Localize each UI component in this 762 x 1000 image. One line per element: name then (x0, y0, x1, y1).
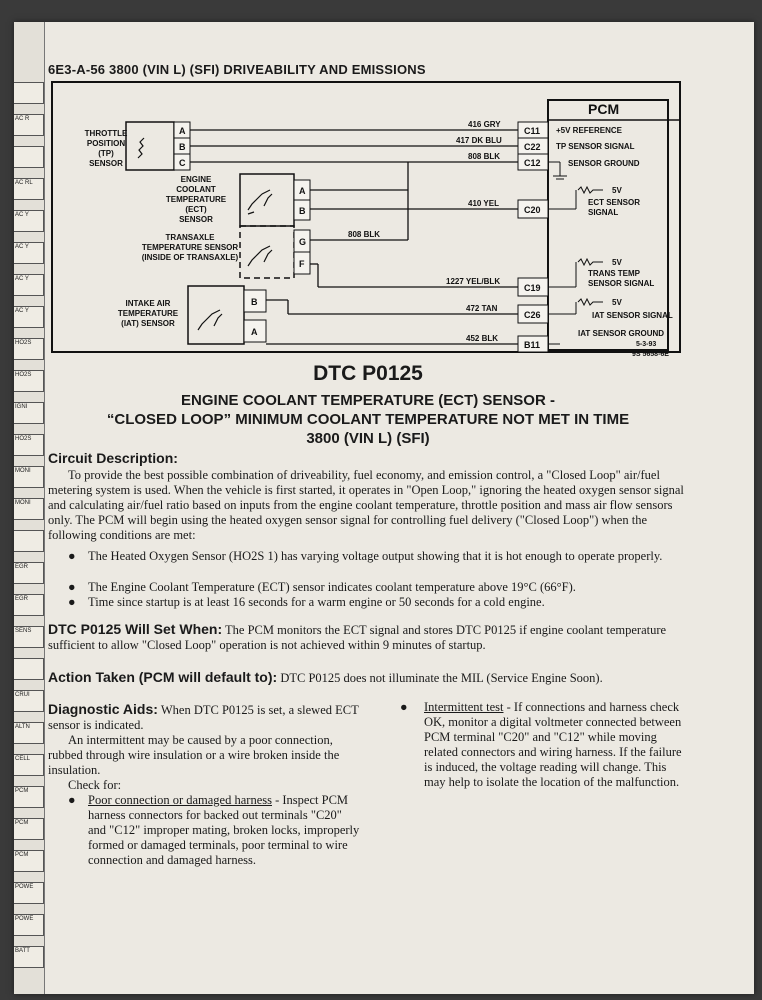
svg-text:IAT SENSOR GROUND: IAT SENSOR GROUND (578, 329, 665, 338)
trans-sensor-box (240, 226, 294, 278)
svg-text:B: B (299, 206, 306, 216)
svg-text:(IAT) SENSOR: (IAT) SENSOR (121, 319, 175, 328)
pcm-label: PCM (588, 101, 620, 117)
svg-text:ENGINE: ENGINE (180, 175, 212, 184)
svg-text:C: C (179, 158, 186, 168)
svg-text:417 DK BLU: 417 DK BLU (456, 136, 502, 145)
section-tab[interactable]: MONI (14, 498, 44, 520)
dtc-title-1: ENGINE COOLANT TEMPERATURE (ECT) SENSOR - (181, 392, 555, 409)
section-tab[interactable]: PCM (14, 850, 44, 872)
tp-label-2: (TP) (98, 149, 114, 158)
svg-text:IAT SENSOR SIGNAL: IAT SENSOR SIGNAL (592, 311, 673, 320)
section-tab[interactable]: EGR (14, 594, 44, 616)
diag-aids-right (400, 700, 690, 790)
svg-text:1227 YEL/BLK: 1227 YEL/BLK (446, 277, 501, 286)
diagram-date: 5-3-93 (636, 341, 657, 348)
svg-text:A: A (251, 327, 258, 337)
diag-aids-heading: Diagnostic Aids: (48, 701, 158, 717)
svg-text:(INSIDE OF TRANSAXLE): (INSIDE OF TRANSAXLE) (141, 253, 239, 262)
section-tab[interactable] (14, 530, 44, 552)
svg-text:C20: C20 (524, 205, 541, 215)
tp-label-0: THROTTLE (84, 129, 128, 138)
svg-text:B: B (251, 297, 258, 307)
circuit-bullet-1: ● The Heated Oxygen Sensor (HO2S 1) has varying voltage output showing that it is hot enough to operate properly. (68, 549, 663, 563)
wiring-diagram (48, 80, 688, 360)
svg-text:5V: 5V (612, 298, 622, 307)
svg-text:TEMPERATURE: TEMPERATURE (117, 309, 179, 318)
page-header: 6E3-A-56 3800 (VIN L) (SFI) DRIVEABILITY AND EMISSIONS (48, 62, 426, 77)
section-tab[interactable]: CRUI (14, 690, 44, 712)
svg-text:G: G (299, 237, 307, 247)
circuit-heading: Circuit Description: (48, 450, 178, 466)
section-tab[interactable]: EGR (14, 562, 44, 584)
section-tab[interactable]: AC Y (14, 242, 44, 264)
section-tab[interactable]: POWE (14, 914, 44, 936)
section-tab[interactable] (14, 146, 44, 168)
svg-text:TEMPERATURE SENSOR: TEMPERATURE SENSOR (141, 243, 239, 252)
tp-label-1: POSITION (86, 139, 126, 148)
svg-text:SIGNAL: SIGNAL (588, 208, 619, 217)
section-tab[interactable]: AC R (14, 114, 44, 136)
section-tab[interactable]: PCM (14, 786, 44, 808)
section-tab[interactable]: MONI (14, 466, 44, 488)
svg-text:808 BLK: 808 BLK (468, 152, 501, 161)
svg-text:452 BLK: 452 BLK (466, 334, 499, 343)
section-tab[interactable]: HO2S (14, 370, 44, 392)
diagram-code: 9S 5658-6E (632, 351, 669, 358)
svg-text:C11: C11 (524, 126, 541, 136)
section-tab[interactable]: BATT (14, 946, 44, 968)
svg-text:INTAKE AIR: INTAKE AIR (125, 299, 171, 308)
dtc-title-3: 3800 (VIN L) (SFI) (306, 430, 430, 447)
diag-aids-bullet-1: ● Poor connection or damaged harness - Inspect PCM harness connectors for backed out terminals "C20" and "C12" improper mating, broken locks, improperly formed or damaged terminals, poor terminal to wire connection and damaged harness. (68, 793, 360, 867)
section-tab[interactable]: HO2S (14, 434, 44, 456)
section-tab[interactable]: PCM (14, 818, 44, 840)
section-tab[interactable]: SENS (14, 626, 44, 648)
diag-aids-lead: When DTC P0125 is set, a slewed ECT sensor is indicated. (48, 703, 359, 732)
action-section (48, 670, 688, 686)
tp-label-3: SENSOR (89, 159, 123, 168)
circuit-bullet-3: ● Time since startup is at least 16 seconds for a warm engine or 50 seconds for a cold engine. (68, 595, 545, 609)
svg-text:TP SENSOR SIGNAL: TP SENSOR SIGNAL (556, 142, 635, 151)
diag-aids-para: An intermittent may be caused by a poor connection, rubbed through wire insulation or a wire broken inside the insulation. (48, 733, 340, 777)
dtc-title-2: “CLOSED LOOP” MINIMUM COOLANT TEMPERATURE NOT MET IN TIME (106, 411, 630, 428)
circuit-description: To provide the best possible combination of driveability, fuel economy, and emission control, a "Closed Loop" air/fuel metering system is used. When the vehicle is first started, it operates in "Open Loop," ignoring the heated oxygen sensor signal and calculating air/fuel ratio based on inputs from the engine coolant temperature, throttle position and mass air flow sensors only. The PCM will begin using the heated oxygen sensor signal for controlling fuel delivery ("Closed Loop") when the following conditions are met: (48, 468, 684, 542)
svg-text:5V: 5V (612, 186, 622, 195)
section-tab[interactable]: POWE (14, 882, 44, 904)
svg-text:C22: C22 (524, 142, 541, 152)
section-tabs (14, 22, 45, 994)
section-tab[interactable]: ALTN (14, 722, 44, 744)
svg-text:ECT SENSOR: ECT SENSOR (588, 198, 641, 207)
section-tab[interactable]: AC Y (14, 306, 44, 328)
svg-text:SENSOR GROUND: SENSOR GROUND (568, 159, 640, 168)
svg-text:TEMPERATURE: TEMPERATURE (165, 195, 227, 204)
diag-aids-left (48, 702, 360, 868)
svg-text:TRANS TEMP: TRANS TEMP (588, 269, 640, 278)
svg-text:TRANSAXLE: TRANSAXLE (165, 233, 215, 242)
svg-text:C12: C12 (524, 158, 541, 168)
svg-text:808 BLK: 808 BLK (348, 230, 381, 239)
svg-text:472 TAN: 472 TAN (466, 304, 498, 313)
section-tab[interactable]: HO2S (14, 338, 44, 360)
svg-text:B: B (179, 142, 186, 152)
tp-sensor-box (126, 122, 174, 170)
section-tab[interactable] (14, 82, 44, 104)
section-tab[interactable]: AC Y (14, 210, 44, 232)
svg-text:SENSOR: SENSOR (179, 215, 213, 224)
manual-page (14, 22, 754, 994)
will-set-text: The PCM monitors the ECT signal and stores DTC P0125 if engine coolant temperature sufficient to allow "Closed Loop" operation is not achieved within 9 minutes of startup. (48, 623, 667, 652)
section-tab[interactable] (14, 658, 44, 680)
svg-text:COOLANT: COOLANT (176, 185, 216, 194)
iat-sensor-box (188, 286, 244, 344)
svg-text:(ECT): (ECT) (185, 205, 207, 214)
action-heading: Action Taken (PCM will default to): (48, 669, 278, 685)
svg-text:C26: C26 (524, 310, 541, 320)
svg-text:C19: C19 (524, 283, 541, 293)
page-content (48, 22, 748, 994)
svg-text:A: A (179, 126, 186, 136)
svg-text:SENSOR SIGNAL: SENSOR SIGNAL (588, 279, 655, 288)
svg-text:5V: 5V (612, 258, 622, 267)
svg-text:F: F (299, 259, 305, 269)
svg-text:A: A (299, 186, 306, 196)
section-tab[interactable]: CELL (14, 754, 44, 776)
svg-text:+5V REFERENCE: +5V REFERENCE (556, 126, 623, 135)
svg-text:B11: B11 (524, 340, 541, 350)
section-tab[interactable]: AC RL (14, 178, 44, 200)
svg-text:416 GRY: 416 GRY (468, 120, 501, 129)
svg-text:410 YEL: 410 YEL (468, 199, 499, 208)
section-tab[interactable]: AC Y (14, 274, 44, 296)
will-set-section (48, 622, 688, 653)
diag-aids-check: Check for: (68, 778, 122, 792)
action-text: DTC P0125 does not illuminate the MIL (Service Engine Soon). (280, 671, 603, 685)
dtc-code: DTC P0125 (313, 362, 423, 385)
diag-aids-bullet-2: ● Intermittent test - If connections and harness check OK, monitor a digital voltmeter connected between PCM terminal "C20" and "C12" while moving related connectors and wiring harness. If the failure is induced, the voltage reading will change. This may help to isolate the location of the malfunction. (400, 700, 682, 789)
will-set-heading: DTC P0125 Will Set When: (48, 621, 223, 637)
section-tab[interactable]: IGNI (14, 402, 44, 424)
circuit-bullet-2: ● The Engine Coolant Temperature (ECT) sensor indicates coolant temperature above 19°C (66°F). (68, 580, 576, 594)
